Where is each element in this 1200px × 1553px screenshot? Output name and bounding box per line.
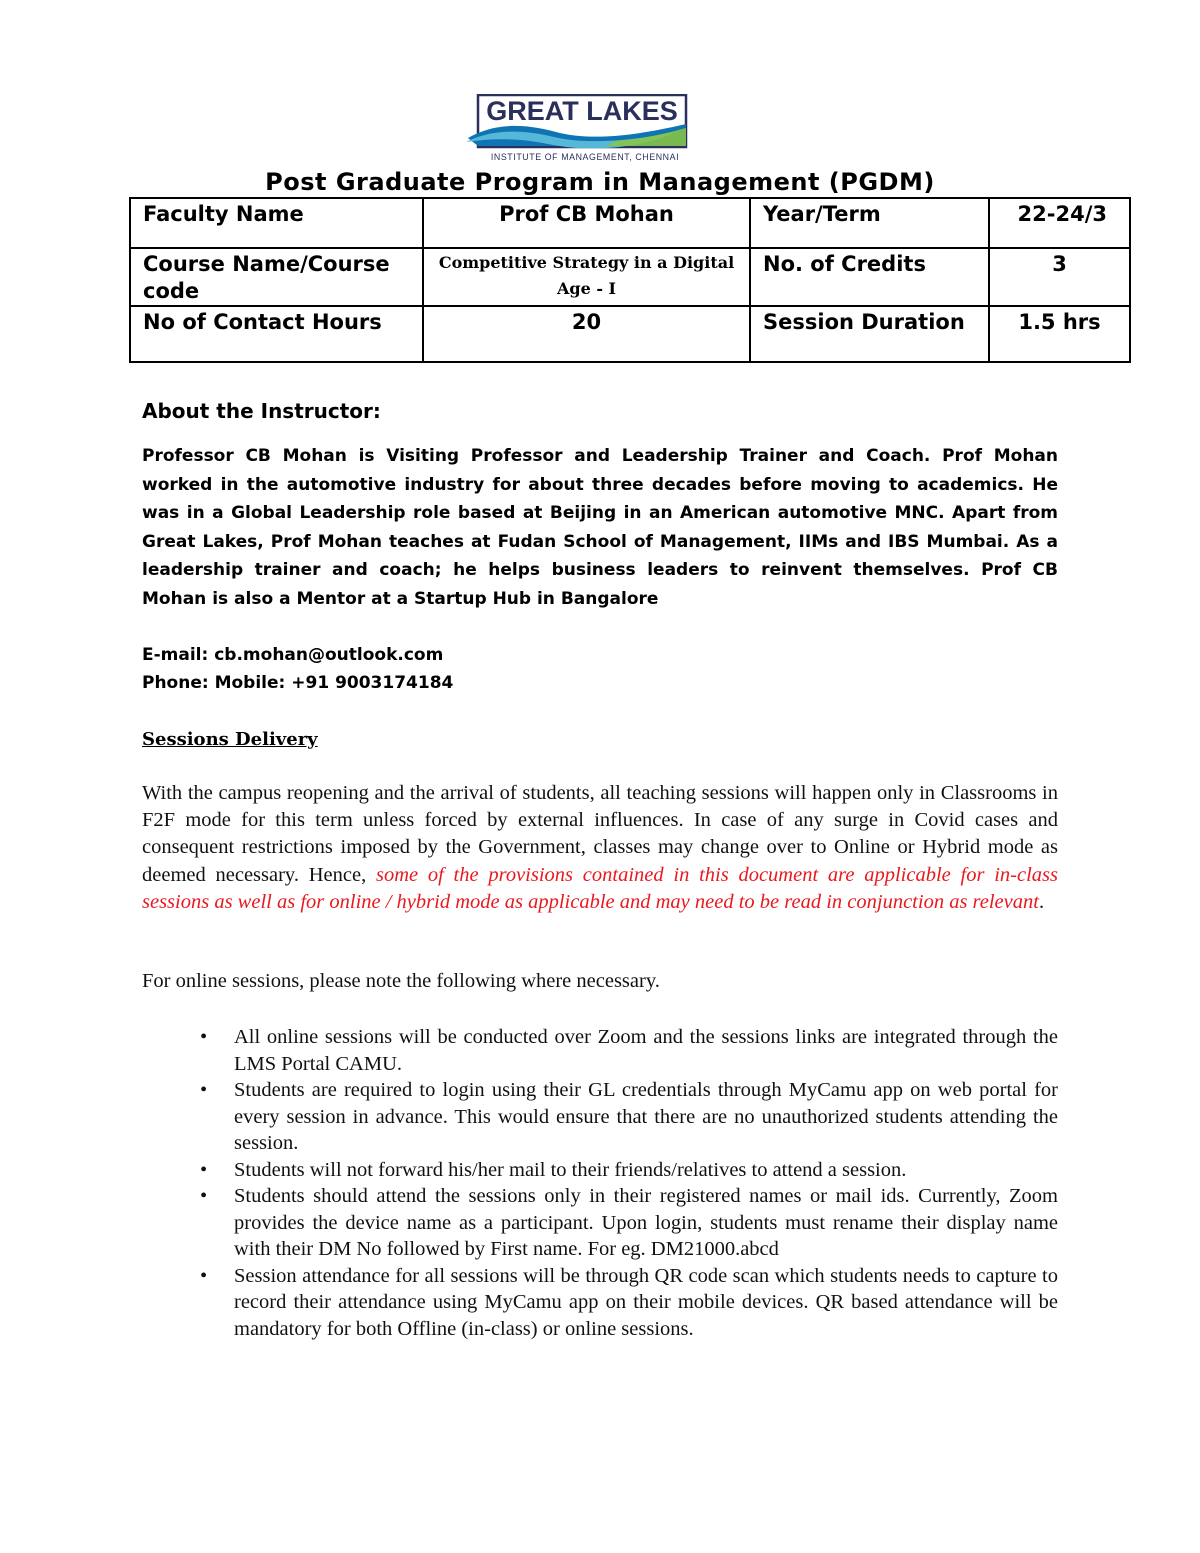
table-row [130,248,1130,306]
session-duration-label: Session Duration [750,306,989,362]
sessions-paragraph-text: With the campus reopening and the arrival of students, all teaching sessions will happen only in Classrooms in F2F mode for this term unless forced by external influences. In case of any surge in Covid cases and consequent restrictions imposed by the Government, classes may change over to Online or Hybrid mode as deemed necessary. Hence, [142,782,1058,886]
course-name-label: Course Name/Course code [130,248,423,306]
bullet-icon: • [200,1026,208,1048]
year-term-value: 22-24/3 [989,198,1130,248]
sessions-paragraph [142,780,1058,916]
course-name-value: Competitive Strategy in a Digital Age - I [423,248,750,306]
about-heading: About the Instructor: [142,399,381,423]
bullet-icon: • [200,1185,208,1207]
list-item [142,1157,1058,1184]
sessions-heading: Sessions Delivery [142,729,318,750]
online-note: For online sessions, please note the following where necessary. [142,970,660,992]
list-item-text: Students will not forward his/her mail to their friends/relatives to attend a session. [234,1158,907,1181]
faculty-name-label: Faculty Name [130,198,423,248]
great-lakes-logo [466,94,690,164]
bullet-icon: • [200,1264,208,1287]
contact-hours-value: 20 [423,306,750,362]
list-item-text: Session attendance for all sessions will be through QR code scan which students needs to capture to record their attendance using MyCamu app on their mobile devices. QR based attendance will be mandatory for both Offline (in-class) or online sessions. [234,1264,1058,1340]
credits-label: No. of Credits [750,248,989,306]
logo-subtitle: INSTITUTE OF MANAGEMENT, CHENNAI [490,152,680,162]
list-item-text: Students are required to login using their GL credentials through MyCamu app on web portal for every session in advance. This would ensure that there are no unauthorized students attending the session. [234,1079,1058,1154]
email-line: E-mail: cb.mohan@outlook.com [142,645,444,665]
session-duration-value: 1.5 hrs [989,306,1130,362]
contact-hours-label: No of Contact Hours [130,306,423,362]
bullet-icon: • [200,1079,208,1101]
table-row [130,198,1130,248]
faculty-name-value: Prof CB Mohan [423,198,750,248]
sessions-paragraph-highlight: some of the provisions contained in this document are applicable for in-class sessions as well as for online / hybrid mode as applicable and may need to be read in conjunction as relevant [142,863,1058,913]
table-row [130,306,1130,362]
list-item-text: Students should attend the sessions only in their registered names or mail ids. Currently, Zoom provides the device name as a participant. Upon login, students must rename their display name with their DM No followed by First name. For eg. DM21000.abcd [234,1185,1058,1260]
course-info-table [129,197,1131,363]
list-item [142,1077,1058,1157]
credits-value: 3 [989,248,1130,306]
instructor-bio: Professor CB Mohan is Visiting Professor and Leadership Trainer and Coach. Prof Mohan worked in the automotive industry for about three decades before moving to academics. He was in a Global Leadership role based at Beijing in an American automotive MNC. Apart from Great Lakes, Prof Mohan teaches at Fudan School of Management, IIMs and IBS Mumbai. As a leadership trainer and coach; he helps business leaders to reinvent themselves. Prof CB Mohan is also a Mentor at a Startup Hub in Bangalore [142,446,1058,609]
year-term-label: Year/Term [750,198,989,248]
bullet-icon: • [200,1158,208,1181]
sessions-paragraph-end: . [1038,890,1045,913]
list-item [142,1024,1058,1077]
phone-line: Phone: Mobile: +91 9003174184 [142,673,454,693]
list-item [142,1183,1058,1263]
list-item [142,1263,1058,1343]
online-rules-list [142,1024,1058,1342]
page-title: Post Graduate Program in Management (PGDM) [265,168,935,196]
logo-title: GREAT LAKES [486,96,678,126]
list-item-text: All online sessions will be conducted over Zoom and the sessions links are integrated through the LMS Portal CAMU. [234,1026,1058,1075]
